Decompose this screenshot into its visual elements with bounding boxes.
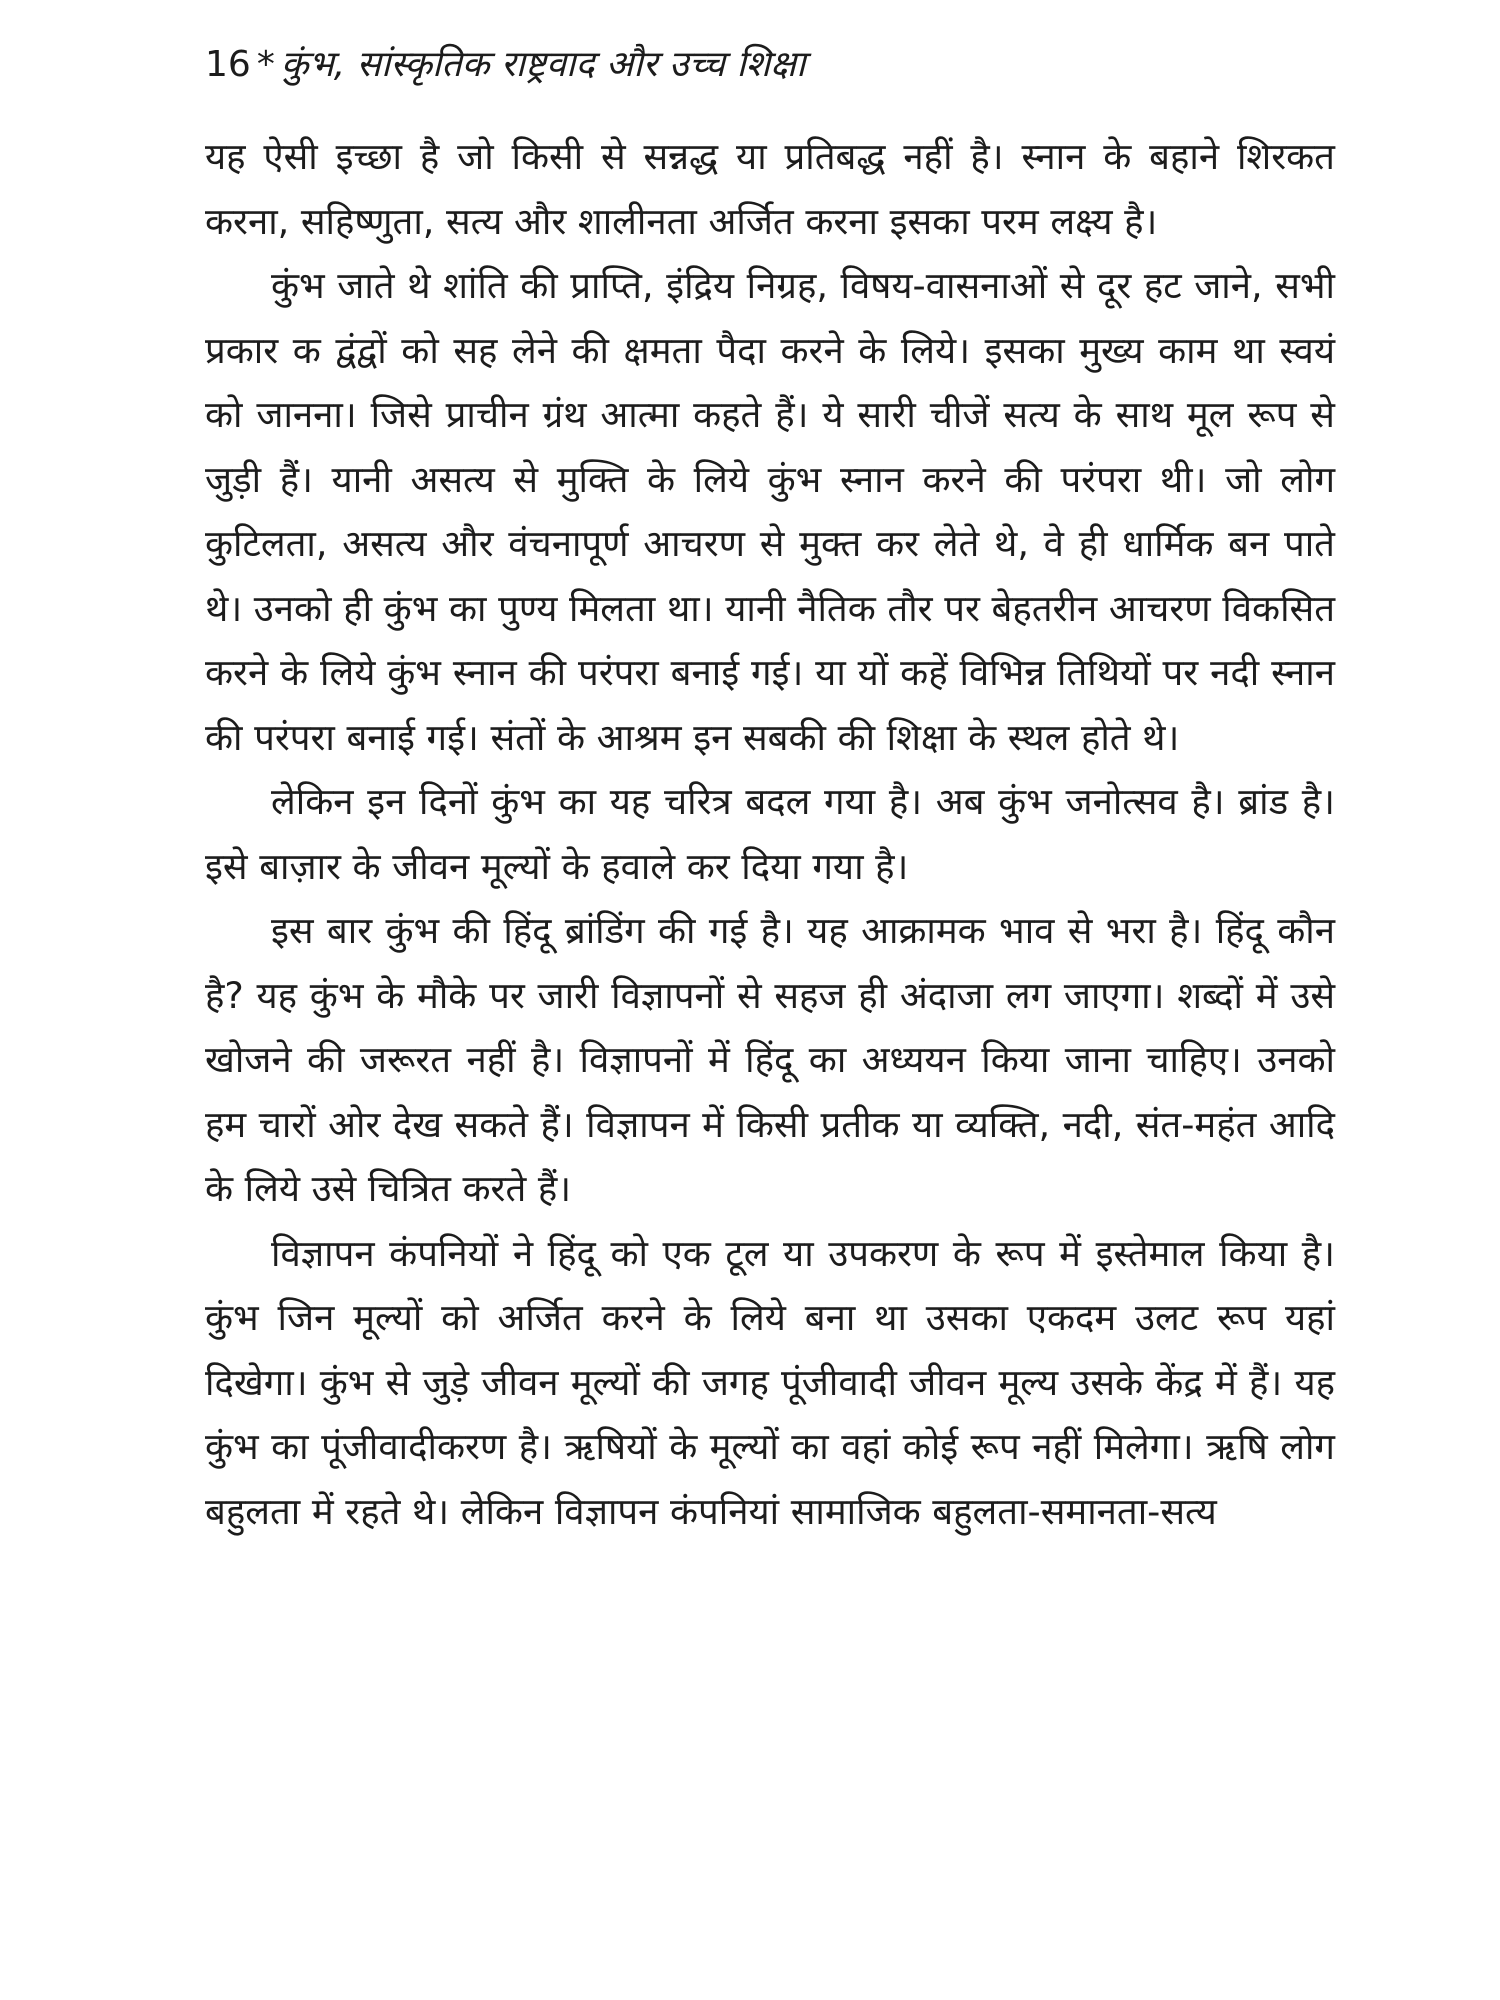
page-number: 16 xyxy=(205,44,251,85)
paragraph: इस बार कुंभ की हिंदू ब्रांडिंग की गई है। यह आक्रामक भाव से भरा है। हिंदू कौन है? यह कुंभ के मौके पर जारी विज्ञापनों से सहज ही अंदाजा लग जाएगा। शब्दों में उसे खोजने की जरूरत नहीं है। विज्ञापनों में हिंदू का अध्ययन किया जाना चाहिए। उनको हम चारों ओर देख सकते हैं। विज्ञापन में किसी प्रतीक या व्यक्ति, नदी, संत-महंत आदि के लिये उसे चित्रित करते हैं। xyxy=(205,909,1335,1210)
paragraph-continued: यह ऐसी इच्छा है जो किसी से सन्नद्ध या प्रतिबद्ध नहीं है। स्नान के बहाने शिरकत करना, सहिष्णुता, सत्य और शालीनता अर्जित करना इसका परम लक्ष्य है। xyxy=(205,135,1335,243)
header-separator: * xyxy=(256,44,275,85)
paragraph: लेकिन इन दिनों कुंभ का यह चरित्र बदल गया है। अब कुंभ जनोत्सव है। ब्रांड है। इसे बाज़ार के जीवन मूल्यों के हवाले कर दिया गया है। xyxy=(205,780,1335,888)
paragraph: विज्ञापन कंपनियों ने हिंदू को एक टूल या उपकरण के रूप में इस्तेमाल किया है। कुंभ जिन मूल्यों को अर्जित करने के लिये बना था उसका एकदम उलट रूप यहां दिखेगा। कुंभ से जुड़े जीवन मूल्यों की जगह पूंजीवादी जीवन मूल्य उसके केंद्र में हैं। यह कुंभ का पूंजीवादीकरण है। ऋषियों के मूल्यों का वहां कोई रूप नहीं मिलेगा। ऋषि लोग बहुलता में रहते थे। लेकिन विज्ञापन कंपनियां सामाजिक बहुलता-समानता-सत्य xyxy=(205,1231,1335,1533)
paragraph: कुंभ जाते थे शांति की प्राप्ति, इंद्रिय निग्रह, विषय-वासनाओं से दूर हट जाने, सभी प्रकार क द्वंद्वों को सह लेने की क्षमता पैदा करने के लिये। इसका मुख्य काम था स्वयं को जानना। जिसे प्राचीन ग्रंथ आत्मा कहते हैं। ये सारी चीजें सत्य के साथ मूल रूप से जुड़ी हैं। यानी असत्य से मुक्ति के लिये कुंभ स्नान करने की परंपरा थी। जो लोग कुटिलता, असत्य और वंचनापूर्ण आचरण से मुक्त कर लेते थे, वे ही धार्मिक बन पाते थे। उनको ही कुंभ का पुण्य मिलता था। यानी नैतिक तौर पर बेहतरीन आचरण विकसित करने के लिये कुंभ स्नान की परंपरा बनाई गई। या यों कहें विभिन्न तिथियों पर नदी स्नान की परंपरा बनाई गई। संतों के आश्रम इन सबकी की शिक्षा के स्थल होते थे। xyxy=(205,264,1335,759)
body-text xyxy=(205,125,1335,1544)
running-header xyxy=(205,40,805,90)
book-title: कुंभ, सांस्कृतिक राष्ट्रवाद और उच्च शिक्षा xyxy=(280,44,806,85)
